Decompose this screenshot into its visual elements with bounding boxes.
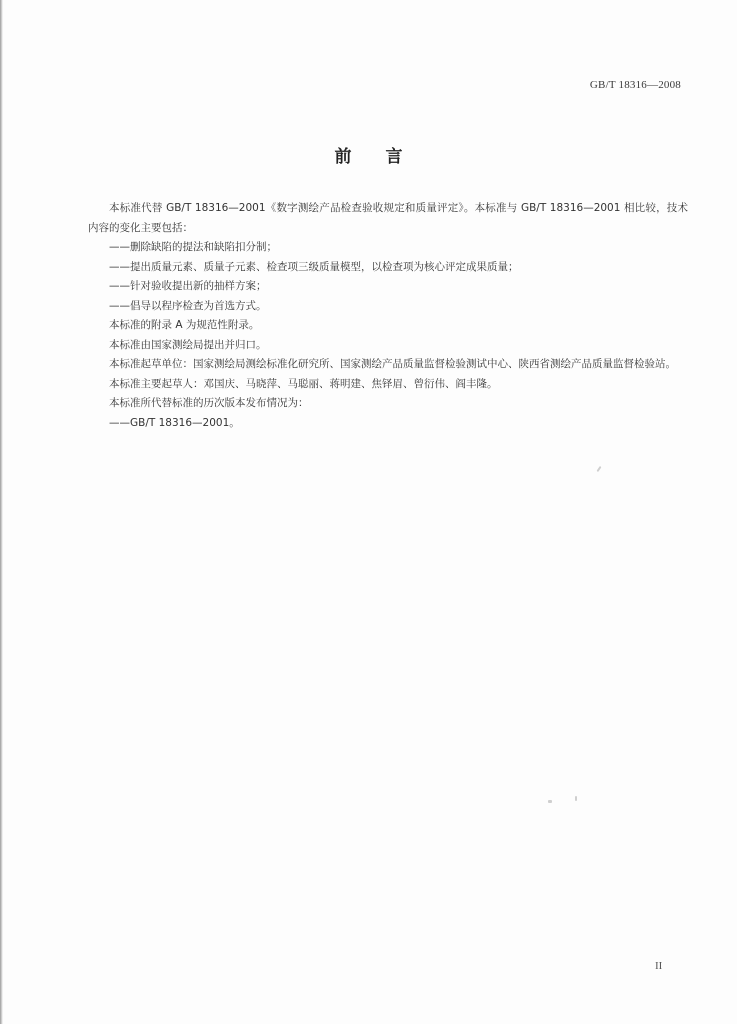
scan-speck xyxy=(575,796,577,801)
list-item-change-4: ——倡导以程序检查为首选方式。 xyxy=(109,299,267,312)
paragraph-replacement: 本标准代替 GB/T 18316—2001《数字测绘产品检查验收规定和质量评定》。本标准与 GB/T 18316—2001 相比较，技术内容的变化主要包括： xyxy=(88,202,688,234)
page-title xyxy=(0,142,737,167)
standard-number-header: GB/T 18316—2008 xyxy=(589,79,681,91)
title-char-1: 前 xyxy=(334,147,352,167)
paragraph-history: 本标准所代替标准的历次版本发布情况为： xyxy=(109,397,309,409)
list-item-history-1: ——GB/T 18316—2001。 xyxy=(109,416,240,429)
list-item-change-3: ——针对验收提出新的抽样方案； xyxy=(109,280,267,292)
paragraph-drafters: 本标准主要起草人：邓国庆、马晓萍、马聪丽、蒋明建、焦铎眉、曾衍伟、阎丰隆。 xyxy=(109,377,498,390)
list-item-change-1: ——删除缺陷的提法和缺陷扣分制； xyxy=(109,241,277,253)
paragraph-proposer: 本标准由国家测绘局提出并归口。 xyxy=(109,338,267,351)
foreword-body xyxy=(88,199,688,433)
scan-speck xyxy=(596,466,601,472)
page-number: II xyxy=(655,960,663,972)
paragraph-appendix: 本标准的附录 A 为规范性附录。 xyxy=(109,319,260,331)
paragraph-drafting-units: 本标准起草单位：国家测绘局测绘标准化研究所、国家测绘产品质量监督检验测试中心、陕西省测绘产品质量监督检验站。 xyxy=(109,358,676,370)
scan-speck xyxy=(548,800,552,803)
title-char-2: 言 xyxy=(385,147,403,167)
list-item-change-2: ——提出质量元素、质量子元素、检查项三级质量模型，以检查项为核心评定成果质量； xyxy=(109,260,519,273)
